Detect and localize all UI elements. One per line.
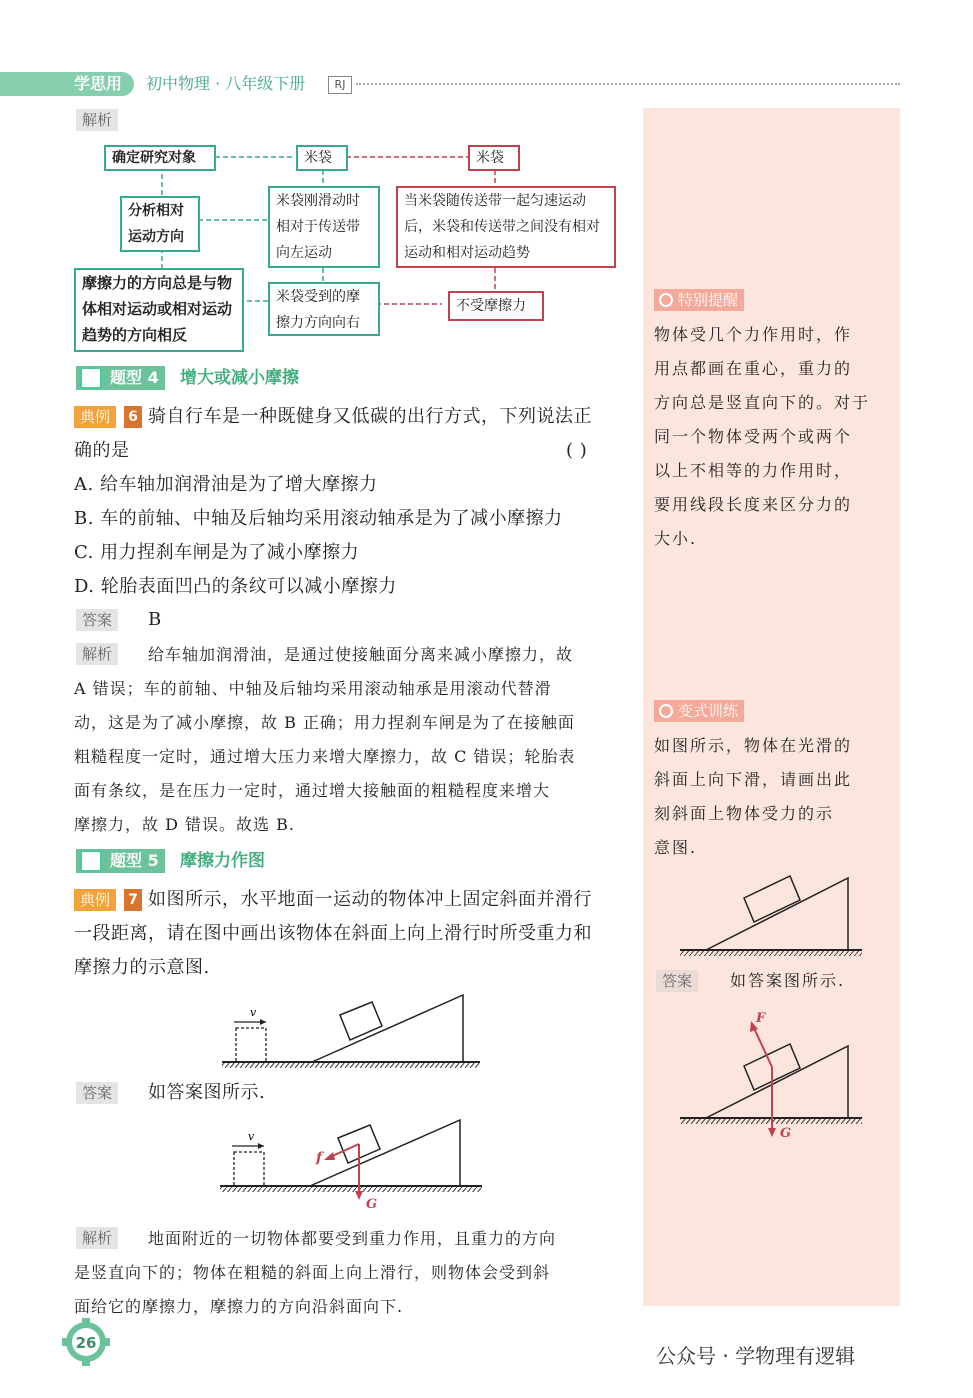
flow-step-research-object: 确定研究对象 [104,145,216,171]
velocity-label: v [248,1130,255,1143]
header-divider [356,83,900,85]
training-answer: 如答案图所示. [730,971,846,990]
example6-analysis-line3: 动，这是为了减小摩擦，故 B 正确；用力捏刹车闸是为了在接触面 [74,713,575,732]
type4-title: 增大或减小摩擦 [180,368,299,388]
example6-answer-label: 答案 [76,609,118,631]
example7-analysis-line2: 是竖直向下的；物体在粗糙的斜面上向上滑行，则物体会受到斜 [74,1263,551,1282]
flow-caseA-motion: 米袋刚滑动时相对于传送带向左运动 [268,186,380,268]
training-label: 变式训练 [654,700,744,722]
example6-option-d: D. 轮胎表面凹凸的条纹可以减小摩擦力 [74,576,397,597]
type5-badge: 题型 5 [76,849,165,873]
analysis-label: 解析 [76,109,118,131]
tip-line5: 以上不相等的力作用时， [654,461,853,480]
flow-step-friction-rule: 摩擦力的方向总是与物体相对运动或相对运动趋势的方向相反 [74,268,244,352]
tip-line7: 大小. [654,529,698,548]
example6-analysis-line6: 摩擦力，故 D 错误。故选 B. [74,815,295,834]
example7-stem-line2: 一段距离，请在图中画出该物体在斜面上向上滑行时所受重力和 [74,923,592,944]
header-brand: 学思用 [74,74,123,93]
example6-stem-line1: 骑自行车是一种既健身又低碳的出行方式，下列说法正 [148,406,592,427]
example7-analysis-line3: 面给它的摩擦力，摩擦力的方向沿斜面向下. [74,1297,404,1316]
example6-analysis-line5: 面有条纹，是在压力一定时，通过增大接触面的粗糙程度来增大 [74,781,551,800]
velocity-label: v [250,1006,257,1019]
example6-answer-bracket: ( ) [566,440,588,461]
training-line2: 斜面上向下滑，请画出此 [654,770,853,789]
flow-caseA-head: 米袋 [296,145,348,171]
training-line3: 刻斜面上物体受力的示 [654,804,835,823]
flow-caseB-head: 米袋 [468,145,520,171]
example6-stem-line2: 确的是 [74,440,130,461]
gravity-label: G [780,1126,792,1141]
example6-option-b: B. 车的前轴、中轴及后轴均采用滚动轴承是为了减小摩擦力 [74,508,563,529]
example7-stem-line1: 如图所示，水平地面一运动的物体冲上固定斜面并滑行 [148,889,592,910]
page-number-gear-icon [56,1318,116,1368]
example6-number: 6 [124,406,142,428]
header-book-title: 初中物理 · 八年级下册 [146,74,306,93]
example7-answer: 如答案图所示. [148,1082,266,1103]
example7-incline-figure [220,990,490,1070]
tip-line4: 同一个物体受两个或两个 [654,427,853,446]
training-line1: 如图所示，物体在光滑的 [654,736,853,755]
example6-label: 典例 [74,406,116,428]
support-force-label: F [756,1011,766,1026]
example6-option-a: A. 给车轴加润滑油是为了增大摩擦力 [74,474,378,495]
tip-line6: 要用线段长度来区分力的 [654,495,853,514]
tip-line3: 方向总是竖直向下的。对于 [654,393,871,412]
flow-step-relative-motion: 分析相对运动方向 [120,196,200,252]
header-edition: RJ [328,76,352,94]
training-line4: 意图. [654,838,698,857]
training-answer-label: 答案 [656,970,698,992]
example6-analysis-label: 解析 [76,643,118,665]
example7-label: 典例 [74,889,116,911]
example7-stem-line3: 摩擦力的示意图. [74,957,210,978]
pencil-book-icon [80,850,102,872]
example7-analysis-line1: 地面附近的一切物体都要受到重力作用，且重力的方向 [148,1229,557,1248]
tip-label: 特别提醒 [654,289,744,311]
pencil-book-icon [80,367,102,389]
flow-caseA-result: 米袋受到的摩擦力方向向右 [268,282,380,336]
tip-line1: 物体受几个力作用时，作 [654,325,853,344]
flow-caseB-result: 不受摩擦力 [448,291,544,321]
speaker-icon [659,293,673,307]
gravity-label: G [366,1197,378,1212]
example7-answer-figure [216,1116,491,1216]
friction-label: f [316,1150,323,1166]
example6-analysis-line4: 粗糙程度一定时，通过增大压力来增大摩擦力，故 C 错误；轮胎表 [74,747,576,766]
example7-number: 7 [124,889,142,911]
page-number: 26 [75,1334,97,1352]
tip-line2: 用点都画在重心，重力的 [654,359,853,378]
type4-badge: 题型 4 [76,366,165,390]
footer-watermark: 公众号 · 学物理有逻辑 [656,1344,856,1368]
training-incline-figure [676,870,866,960]
example7-answer-label: 答案 [76,1082,118,1104]
example6-option-c: C. 用力捏刹车闸是为了减小摩擦力 [74,542,360,563]
example6-analysis-line1: 给车轴加润滑油，是通过使接触面分离来减小摩擦力，故 [148,645,574,664]
example6-answer: B [148,609,162,630]
target-icon [659,704,673,718]
example6-analysis-line2: A 错误；车的前轴、中轴及后轴均采用滚动轴承是用滚动代替滑 [74,679,552,698]
example7-analysis-label: 解析 [76,1227,118,1249]
type5-title: 摩擦力作图 [180,851,265,871]
training-answer-figure [676,1004,866,1144]
flow-caseB-motion: 当米袋随传送带一起匀速运动后，米袋和传送带之间没有相对运动和相对运动趋势 [396,186,616,268]
